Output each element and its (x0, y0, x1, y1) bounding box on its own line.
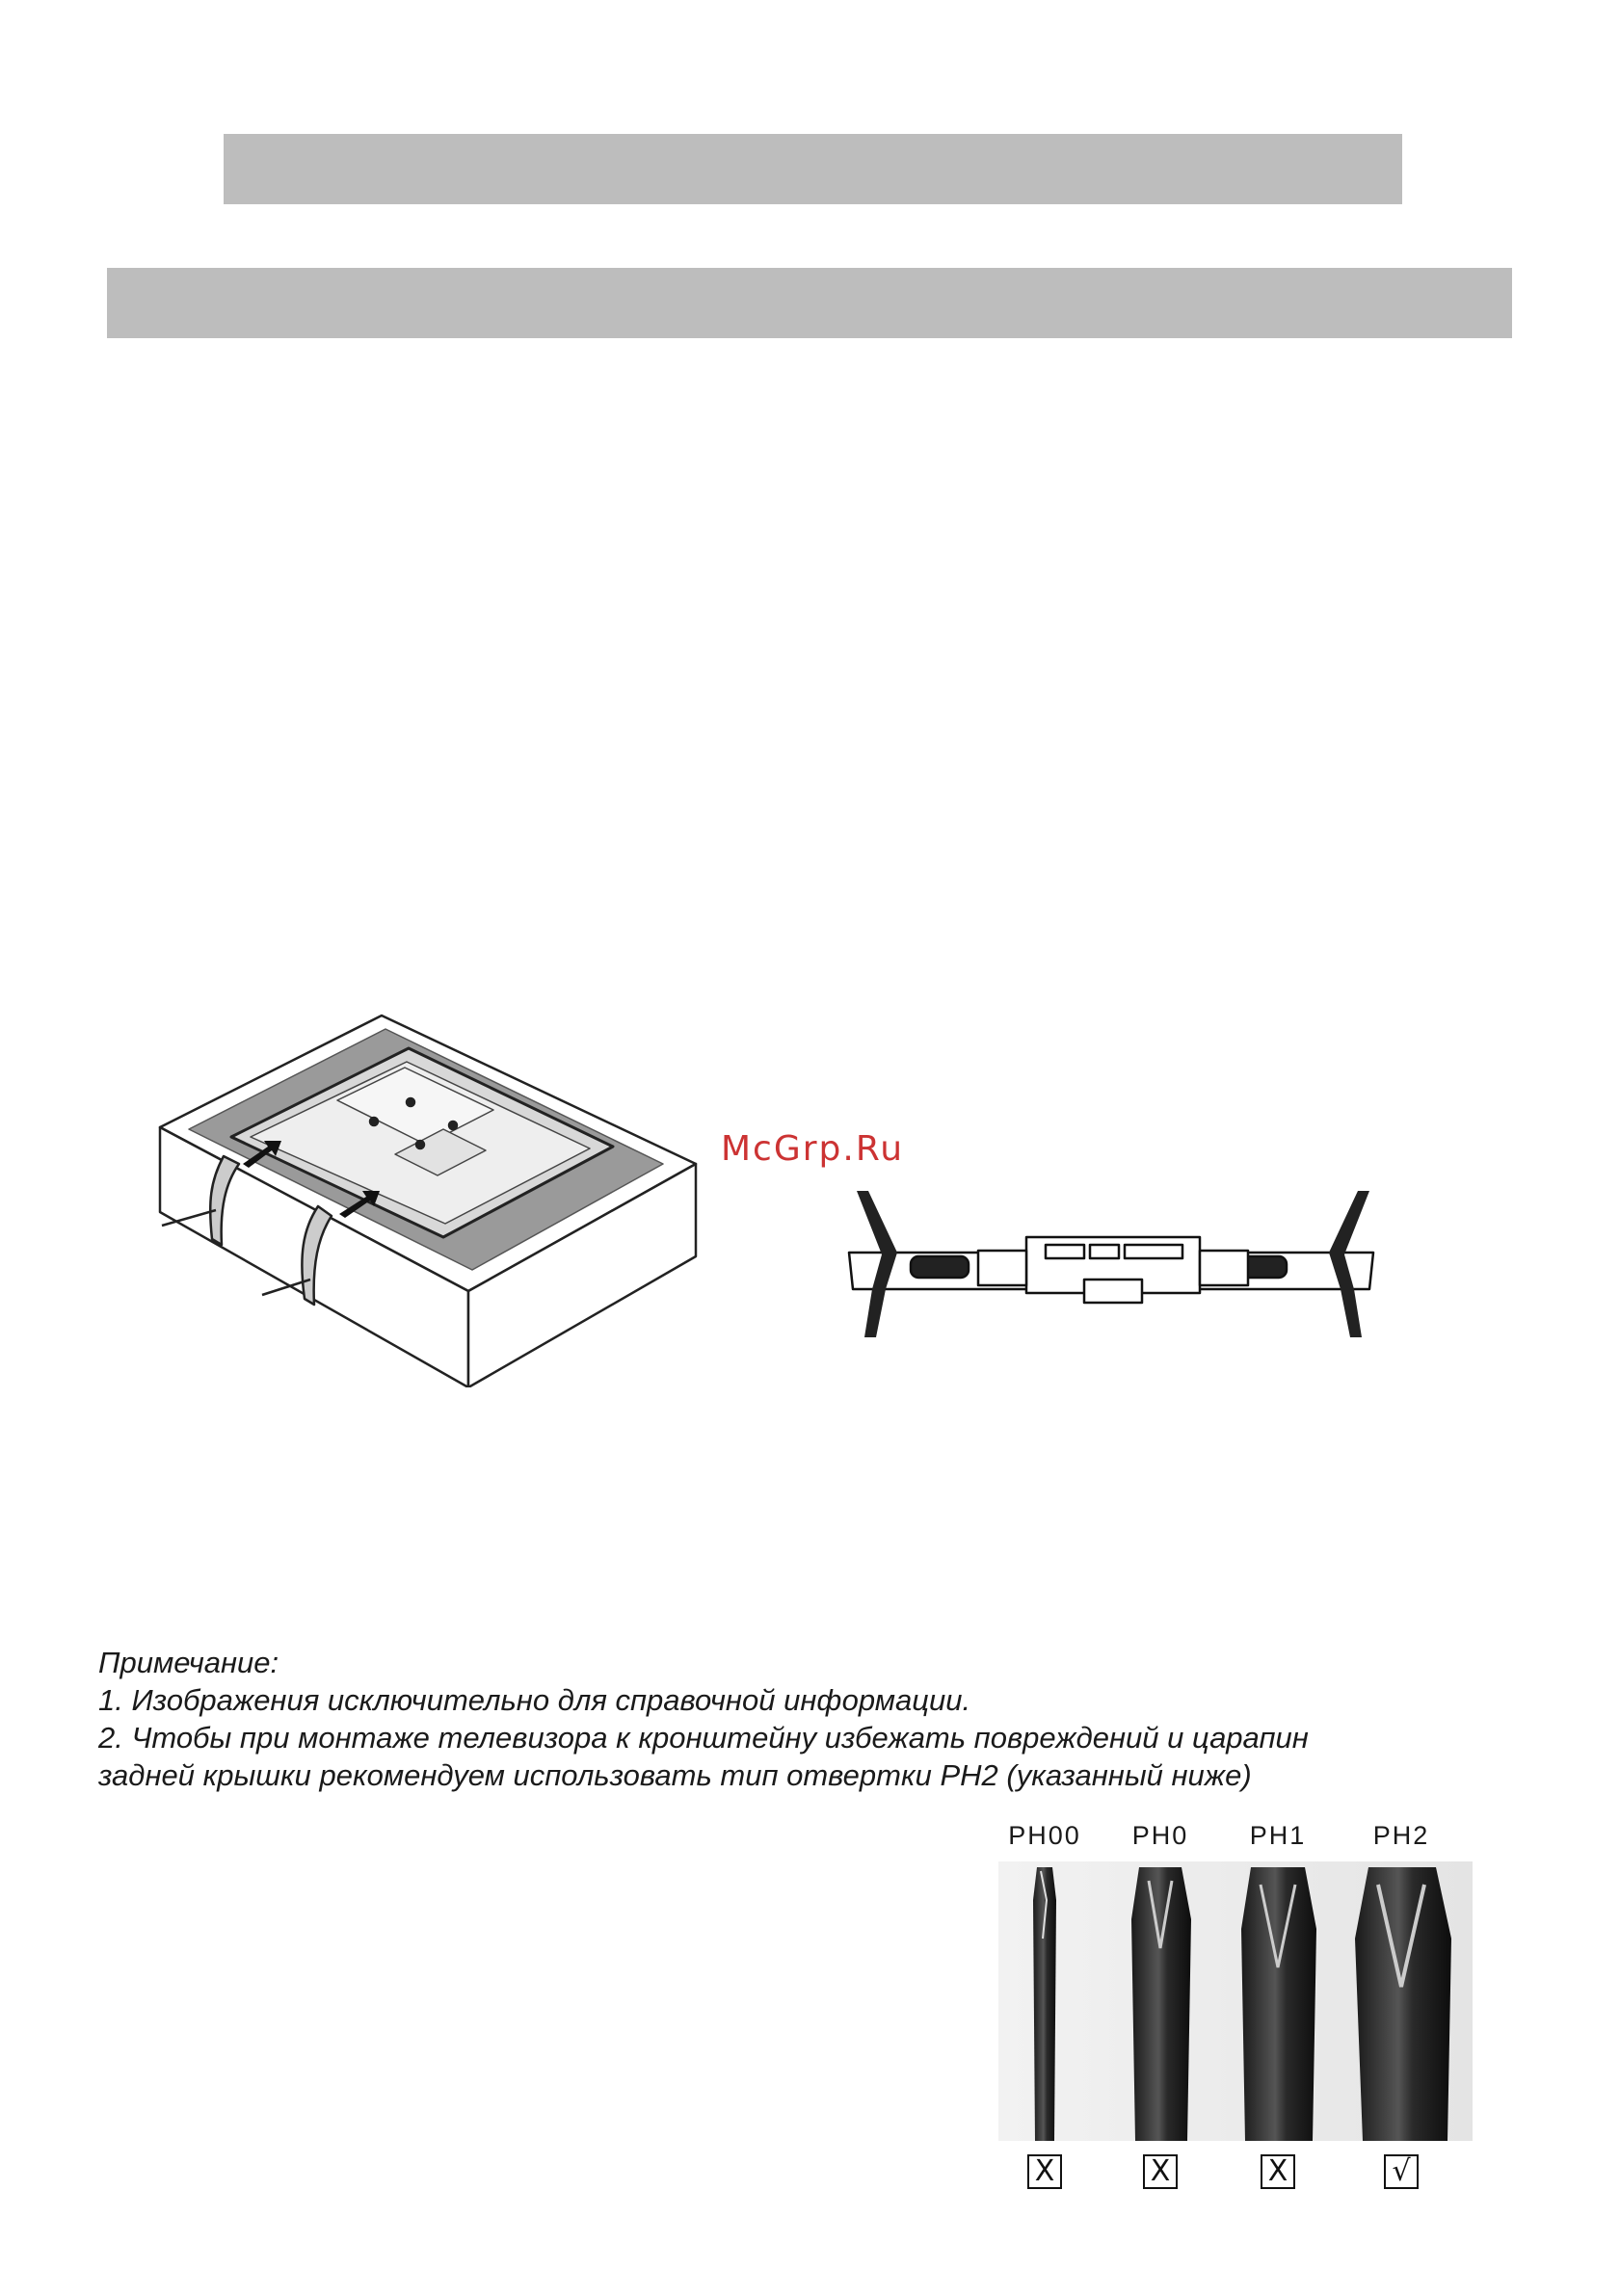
screwdriver-labels (998, 1821, 1473, 1860)
note-line-2: 2. Чтобы при монтаже телевизора к кронштейну избежать повреждений и царапин (98, 1721, 1309, 1755)
screwdriver-label-ph1: PH1 (1249, 1821, 1307, 1850)
screwdriver-tips-photo (998, 1861, 1473, 2141)
screwdriver-comparison (998, 1821, 1473, 2203)
screwdriver-marks (998, 2154, 1473, 2203)
screwdriver-mark-ph00: X (1027, 2154, 1062, 2189)
tv-on-box-stand-install-illustration (154, 1010, 713, 1387)
screwdriver-mark-ph1: X (1261, 2154, 1295, 2189)
note-block (98, 1644, 1525, 1794)
screwdriver-mark-ph0: X (1143, 2154, 1178, 2189)
screwdriver-label-ph0: PH0 (1131, 1821, 1189, 1850)
screwdriver-label-ph2: PH2 (1372, 1821, 1430, 1850)
tv-stand-installed-illustration (843, 1183, 1383, 1347)
screwdriver-label-ph00: PH00 (1008, 1821, 1081, 1850)
note-line-1: 1. Изображения исключительно для справочной информации. (98, 1683, 971, 1717)
screwdriver-mark-ph2: √ (1384, 2154, 1419, 2189)
note-line-3: задней крышки рекомендуем использовать тип отвертки PH2 (указанный ниже) (98, 1758, 1252, 1792)
header-bar-second (107, 268, 1512, 338)
header-bar-top (224, 134, 1402, 204)
watermark-text: McGrp.Ru (721, 1129, 905, 1169)
note-title: Примечание: (98, 1646, 279, 1679)
